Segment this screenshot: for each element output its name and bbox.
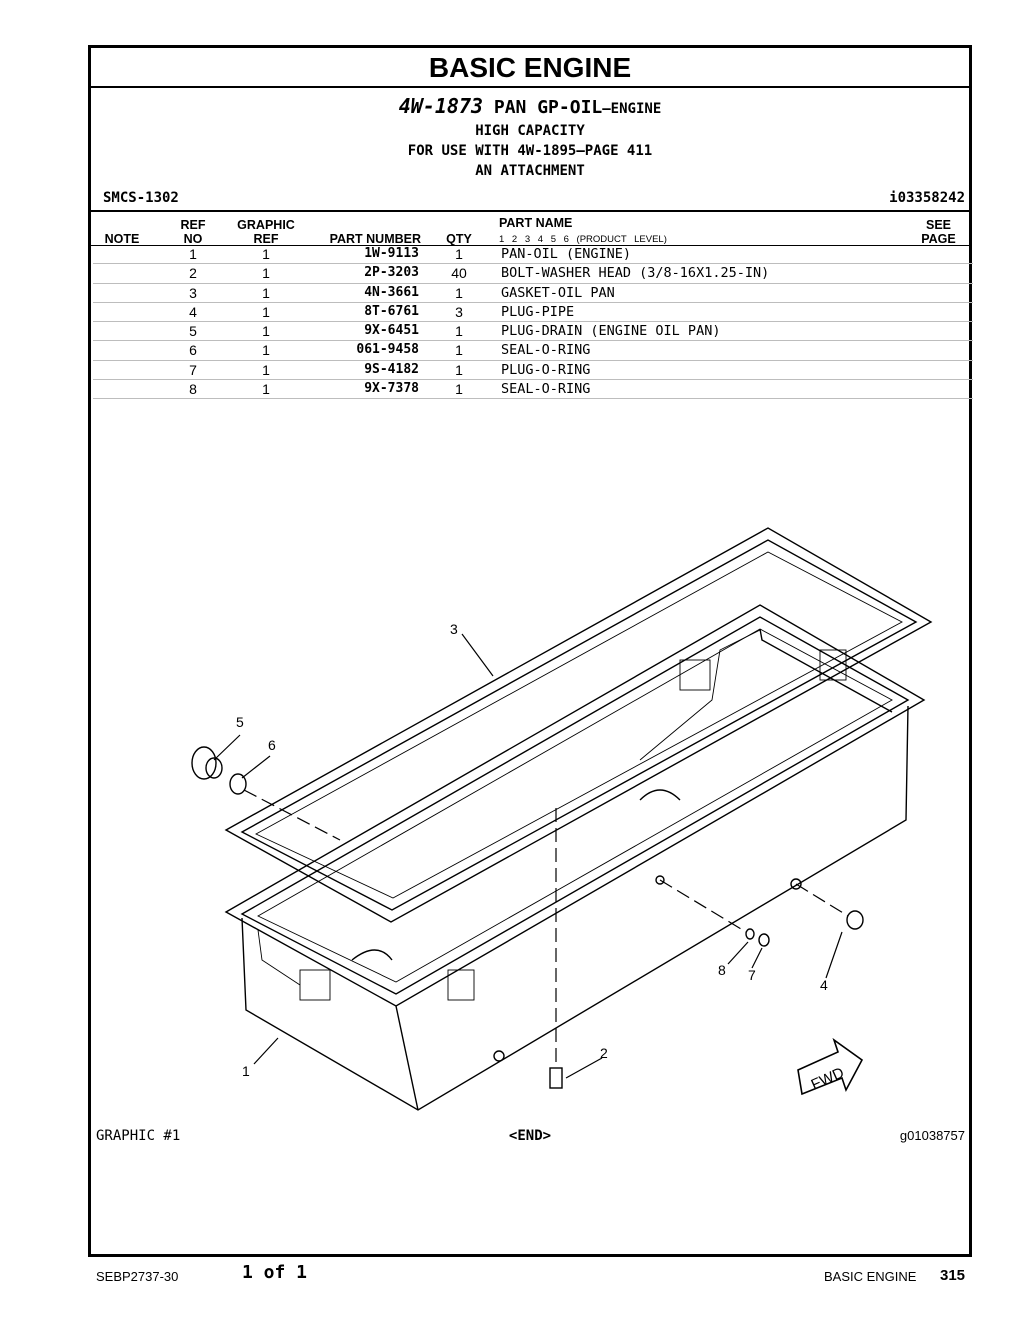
col-graphic-ref-2: REF [253,232,279,246]
callout-7: 7 [748,967,756,983]
col-ref-no-2: NO [183,232,203,246]
fwd-label: FWD [808,1064,847,1094]
col-see-page-2: PAGE [921,232,956,246]
callout-8: 8 [718,962,726,978]
col-note: NOTE [104,232,140,246]
callout-1: 1 [242,1063,250,1079]
col-graphic-ref-1: GRAPHIC [237,218,295,232]
table-row: 3 1 4N-3661 1 GASKET-OIL PAN [93,284,973,303]
group-number: 4W-1873 [398,94,484,118]
col-see-page-1: SEE [925,218,951,232]
group-line-1: HIGH CAPACITY [475,123,585,139]
parts-table [93,245,973,399]
product-levels: 1 2 3 4 5 6 (PRODUCT LEVEL) [499,234,667,245]
smcs-code: SMCS-1302 [103,190,179,206]
group-line-3: AN ATTACHMENT [475,163,585,179]
callout-4: 4 [820,977,828,993]
callout-5: 5 [236,714,244,730]
table-top-rule [91,210,969,212]
graphic-id: g01038757 [899,1128,965,1143]
col-part-number: PART NUMBER [329,232,421,246]
callout-6: 6 [268,737,276,753]
callout-3: 3 [450,621,458,637]
end-marker: <END> [508,1128,552,1144]
footer-section: BASIC ENGINE [824,1269,917,1284]
page-frame [88,45,972,1257]
table-row: 2 1 2P-3203 40 BOLT-WASHER HEAD (3/8-16X1.25-IN) [93,264,973,283]
col-qty: QTY [446,232,472,246]
table-row: 4 1 8T-6761 3 PLUG-PIPE [93,303,973,322]
group-heading [91,94,969,181]
col-ref-no-1: REF [180,218,206,232]
group-name: PAN GP-OIL [493,97,603,118]
group-title [91,94,969,121]
table-row: 1 1 1W-9113 1 PAN-OIL (ENGINE) [93,245,973,264]
doc-number: SEBP2737-30 [96,1269,179,1284]
table-row: 8 1 9X-7378 1 SEAL-O-RING [93,380,973,399]
callout-2: 2 [600,1045,608,1061]
table-row: 7 1 9S-4182 1 PLUG-O-RING [93,361,973,380]
col-part-name: PART NAME [499,216,573,230]
illustration-id: i03358242 [889,190,965,206]
page-number: 315 [940,1267,966,1284]
graphic-label: GRAPHIC #1 [96,1128,181,1144]
table-row: 6 1 061-9458 1 SEAL-O-RING [93,341,973,360]
group-suffix: —ENGINE [602,101,662,117]
page-of: 1 of 1 [242,1262,308,1283]
section-title: BASIC ENGINE [91,48,969,88]
table-row: 5 1 9X-6451 1 PLUG-DRAIN (ENGINE OIL PAN) [93,322,973,341]
group-line-2: FOR USE WITH 4W-1895—PAGE 411 [407,143,653,159]
